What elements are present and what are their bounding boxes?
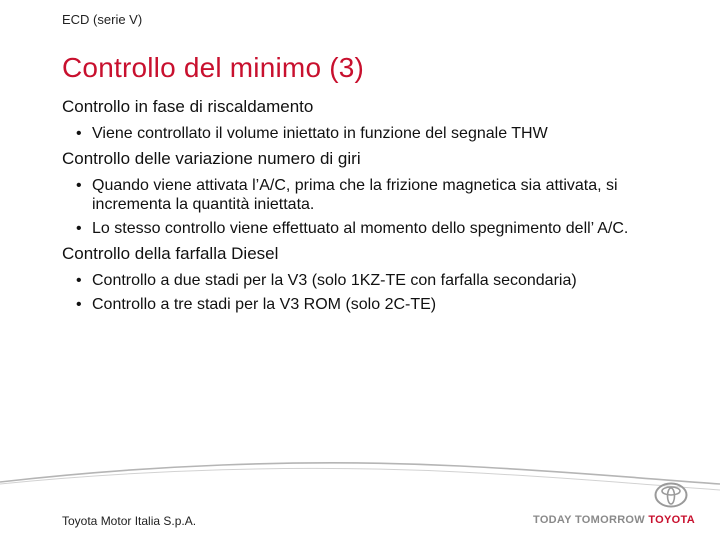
section-heading: Controllo in fase di riscaldamento — [62, 97, 314, 116]
bullet-list — [62, 124, 682, 143]
section-rpm-variation — [62, 148, 682, 238]
section-diesel-throttle — [62, 243, 682, 314]
bullet-item: • Quando viene attivata l’A/C, prima che la frizione magnetica sia attivata, si incrementa la quantità iniettata. — [76, 176, 682, 214]
section-heading: Controllo della farfalla Diesel — [62, 244, 279, 263]
header-note: ECD (serie V) — [62, 12, 143, 27]
tagline-brand: TOYOTA — [648, 514, 695, 526]
bullet-item: • Lo stesso controllo viene effettuato al momento dello spegnimento dell’ A/C. — [76, 219, 682, 238]
tagline-today: TODAY — [533, 514, 572, 526]
toyota-logo-icon — [654, 482, 688, 508]
slide-title: Controllo del minimo (3) — [62, 52, 365, 83]
bullet-item: • Controllo a due stadi per la V3 (solo 1KZ-TE con farfalla secondaria) — [76, 271, 682, 290]
bullet-item: • Viene controllato il volume iniettato in funzione del segnale THW — [76, 124, 682, 143]
section-heading: Controllo delle variazione numero di giri — [62, 149, 361, 168]
footer-company: Toyota Motor Italia S.p.A. — [62, 514, 197, 528]
bullet-list — [62, 271, 682, 314]
footer-tagline — [533, 514, 695, 526]
section-warmup — [62, 96, 682, 143]
bullet-item: • Controllo a tre stadi per la V3 ROM (solo 2C-TE) — [76, 295, 682, 314]
tagline-tomorrow: TOMORROW — [574, 514, 645, 526]
bullet-list — [62, 176, 682, 238]
slide-content — [62, 96, 682, 319]
